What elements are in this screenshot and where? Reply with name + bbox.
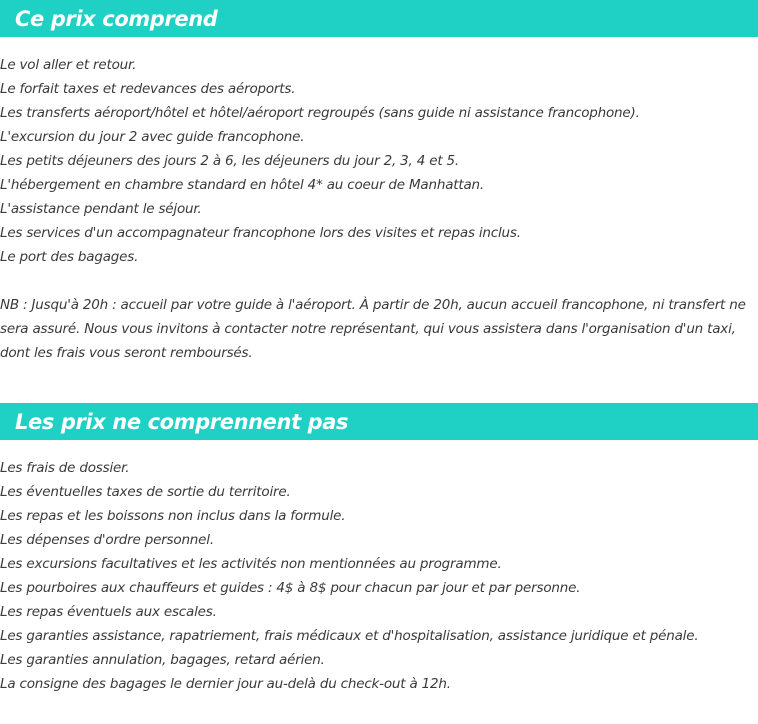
included-item: Le vol aller et retour. [0,57,137,73]
included-header [0,0,758,37]
excluded-item: La consigne des bagages le dernier jour au-delà du check-out à 12h. [0,676,451,692]
excluded-item: Les repas et les boissons non inclus dans la formule. [0,508,346,524]
excluded-item: Les repas éventuels aux escales. [0,604,217,620]
excluded-section [0,403,758,696]
excluded-item: Les dépenses d'ordre personnel. [0,532,214,548]
included-title: Ce prix comprend [15,6,218,31]
excluded-item: Les pourboires aux chauffeurs et guides : 4$ à 8$ pour chacun par jour et par personne. [0,580,581,596]
excluded-list [0,440,758,696]
included-item: L'hébergement en chambre standard en hôtel 4* au coeur de Manhattan. [0,177,484,193]
included-item: Les transferts aéroport/hôtel et hôtel/aéroport regroupés (sans guide ni assistance francophone). [0,105,640,121]
excluded-item: Les excursions facultatives et les activités non mentionnées au programme. [0,556,502,572]
included-item: Les petits déjeuners des jours 2 à 6, les déjeuners du jour 2, 3, 4 et 5. [0,153,459,169]
excluded-header [0,403,758,440]
excluded-item: Les garanties assistance, rapatriement, frais médicaux et d'hospitalisation, assistance juridique et pénale. [0,628,699,644]
included-item: Le forfait taxes et redevances des aéroports. [0,81,296,97]
excluded-item: Les garanties annulation, bagages, retard aérien. [0,652,325,668]
excluded-title: Les prix ne comprennent pas [15,409,349,434]
included-item: Les services d'un accompagnateur francophone lors des visites et repas inclus. [0,225,521,241]
included-list [0,37,758,365]
included-item: L'excursion du jour 2 avec guide francophone. [0,129,305,145]
included-item: L'assistance pendant le séjour. [0,201,202,217]
included-note: NB : Jusqu'à 20h : accueil par votre guide à l'aéroport. À partir de 20h, aucun accueil francophone, ni transfert ne sera assuré. Nous vous invitons à contacter notre représentant, qui vous assistera dans l'organisation d'un taxi, dont les frais vous seront remboursés. [0,297,746,361]
excluded-item: Les frais de dossier. [0,460,130,476]
included-item: Le port des bagages. [0,249,139,265]
excluded-item: Les éventuelles taxes de sortie du territoire. [0,484,291,500]
